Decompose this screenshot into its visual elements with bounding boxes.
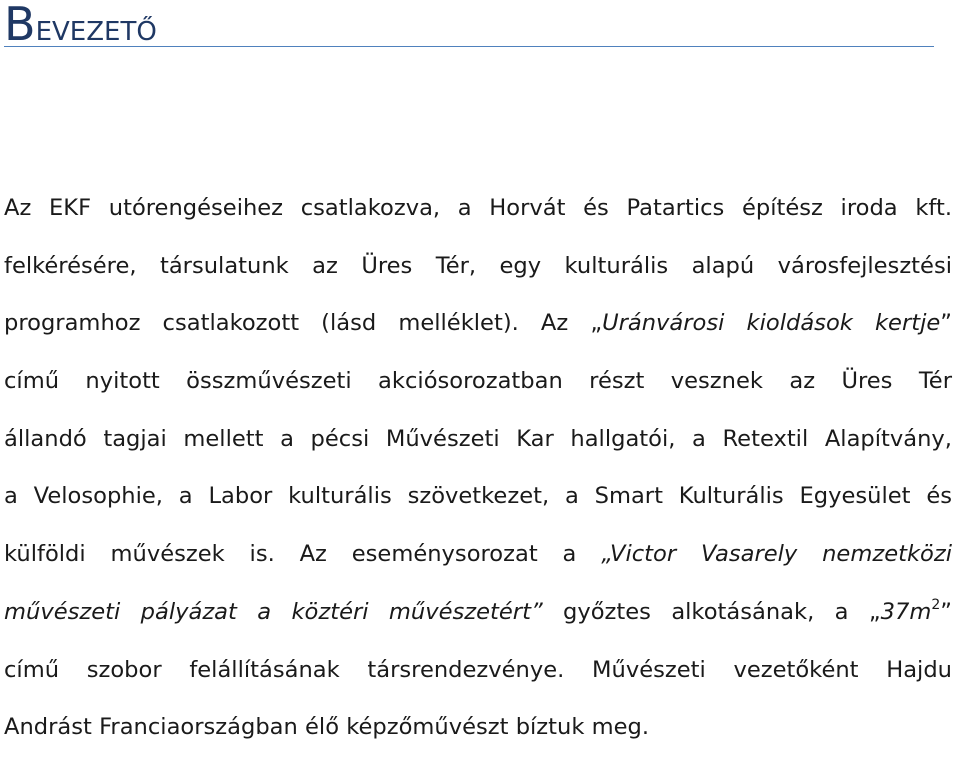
project-title: Uránvárosi kioldások kertje [602,310,941,337]
sculpture-title: 37m [880,598,932,625]
text-run: külföldi művészek is. Az eseménysorozat a [4,541,602,568]
paragraph-line: Az EKF utórengéseihez csatlakozva, a Horvát és Patartics építész iroda kft. [4,195,952,221]
body-paragraph [4,180,952,757]
paragraph-line: állandó tagjai mellett a pécsi Művészeti Kar hallgatói, a Retextil Alapítvány, [4,425,952,452]
paragraph-line: Andrást Franciaországban élő képzőművészt bíztuk meg. [4,714,650,741]
quote-open: „ [868,598,881,625]
quote-close: ” [940,598,952,625]
paragraph-line: című nyitott összművészeti akciósorozatban részt vesznek az Üres Tér [4,368,952,395]
paragraph-line: a Velosophie, a Labor kulturális szövetkezet, a Smart Kulturális Egyesület és [4,483,952,510]
text-run: programhoz csatlakozott (lásd melléklet). Az [4,310,591,337]
competition-title-part1: „Victor Vasarely nemzetközi [601,541,953,568]
section-heading [4,0,934,51]
paragraph-line [4,526,952,584]
paragraph-line [4,295,952,353]
paragraph-line [4,584,952,642]
superscript: 2 [931,596,941,613]
competition-title-part2: művészeti pályázat a köztéri művészetért” [4,598,543,625]
paragraph-line: című szobor felállításának társrendezvénye. Művészeti vezetőként Hajdu [4,656,952,683]
heading-initial: B [4,0,36,51]
text-run: győztes alkotásának, a [542,598,869,625]
heading-text: EVEZETŐ [35,17,157,47]
quote-close: ” [940,310,952,337]
paragraph-line: felkérésére, társulatunk az Üres Tér, egy kulturális alapú városfejlesztési [4,252,952,279]
quote-open: „ [590,310,603,337]
